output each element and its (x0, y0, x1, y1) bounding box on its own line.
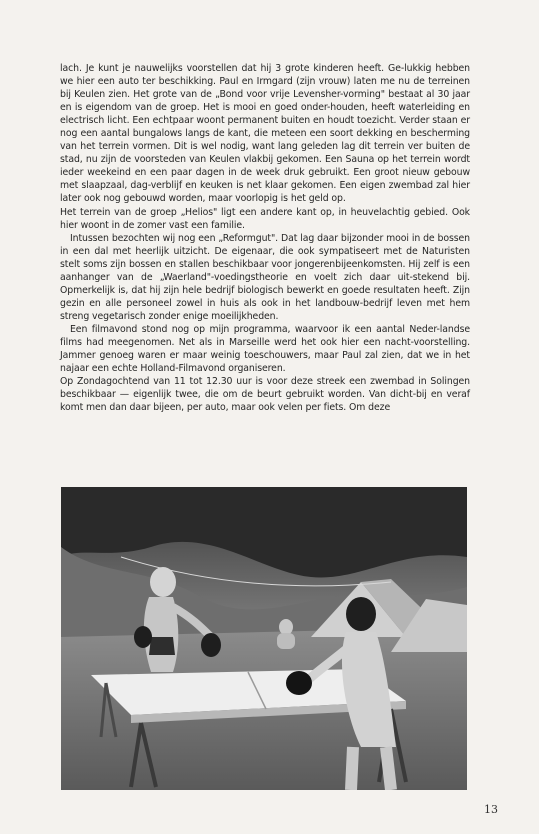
photograph-table-tennis (61, 487, 467, 790)
body-text (60, 62, 470, 414)
page-number: 13 (484, 803, 498, 816)
paragraph-helios: Het terrein van de groep „Helios" ligt een andere kant op, in heuvelachtig gebied. Ook hier woont in de zomer vast een familie. (60, 206, 470, 231)
paragraph-filmavond: Een filmavond stond nog op mijn programma, waarvoor ik een aantal Neder-landse films had meegenomen. Net als in Marseille werd het ook hier een nacht-voorstelling. Jammer genoeg waren er maar weinig toeschouwers, maar Paul zal zien, dat we in het najaar een echte Holland-Filmavond organiseren. (60, 323, 470, 375)
paragraph-keulen: lach. Je kunt je nauwelijks voorstellen dat hij 3 grote kinderen heeft. Ge-lukkig hebben we hier een auto ter beschikking. Paul en Irmgard (zijn vrouw) laten me nu de terreinen bij Keulen zien. Het grote van de „Bond voor vrije Levensher-vorming" bestaat al 30 jaar en is eigendom van de groep. Het is mooi en goed onder-houden, heeft waterleiding en electrisch licht. Een echtpaar woont permanent buiten en houdt toezicht. Verder staan er nog een aantal bungalows langs de kant, die meteen een soort dekking en bescherming van het terrein vormen. Dit is wel nodig, want lang geleden lag dit terrein ver buiten de stad, nu zijn de voorsteden van Keulen vlakbij gekomen. Een Sauna op het terrein wordt ieder weekeind en een paar dagen in de week druk gebruikt. Een groot nieuw gebouw met slaapzaal, dag-verblijf en keuken is net klaar gekomen. Een eigen zwembad zal hier later ook nog gebouwd worden, maar voorlopig is het geld op. (60, 63, 470, 205)
paragraph-zwembad: Op Zondagochtend van 11 tot 12.30 uur is voor deze streek een zwembad in Solingen beschikbaar — eigenlijk twee, die om de beurt gebruikt worden. Van dicht-bij en veraf komt men dan daar bijeen, per auto, maar ook velen per fiets. Om deze (60, 376, 470, 414)
paragraph-reformgut: Intussen bezochten wij nog een „Reformgut". Dat lag daar bijzonder mooi in de bossen in een dal met heerlijk uitzicht. De eigenaar, die ook sympatiseert met de Naturisten stelt soms zijn bossen en stallen beschikbaar voor jongerenbijeenkomsten. Hij zelf is een aanhanger van de „Waerland"-voedingstheorie en voelt zich daar uit-stekend bij. Opmerkelijk is, dat hij zijn hele bedrijf biologisch bewerkt en goede resultaten heeft. Zijn gezin en alle personeel zowel in huis als ook in het landbouw-bedrijf leven met hem streng vegetarisch zonder enige moeilijkheden. (60, 232, 470, 322)
